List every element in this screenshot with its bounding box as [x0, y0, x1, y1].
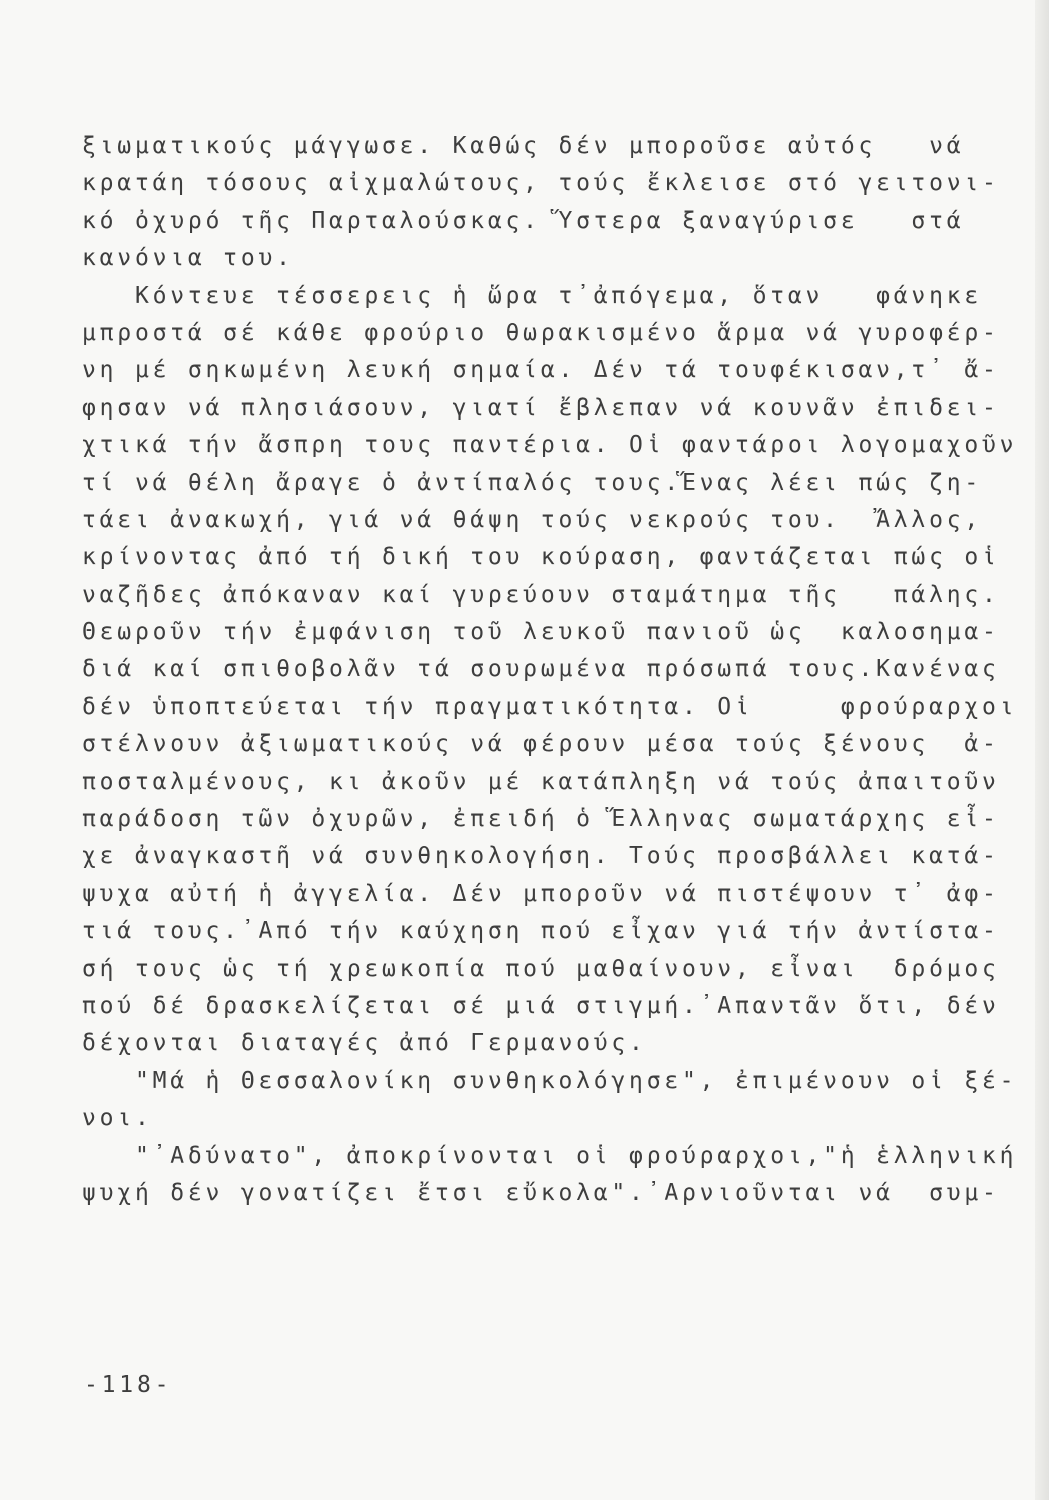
text-line: κρατάη τόσους αἰχμαλώτους, τούς ἔκλεισε στό γειτονι- [82, 170, 1000, 197]
text-line: ναζῆδες ἀπόκαναν καί γυρεύουν σταμάτημα τῆς πάλης. [82, 581, 1000, 608]
text-line: σή τους ὡς τή χρεωκοπία πού μαθαίνουν, εἶναι δρόμος [82, 955, 1000, 982]
text-line: τάει ἀνακωχή, γιά νά θάψη τούς νεκρούς του. Ἄλλος, [82, 506, 983, 533]
page-edge [1035, 0, 1049, 1500]
text-line: Θεωροῦν τήν ἐμφάνιση τοῦ λευκοῦ πανιοῦ ὡς καλοσημα- [82, 619, 1000, 646]
text-line: φησαν νά πλησιάσουν, γιατί ἔβλεπαν νά κουνᾶν ἐπιδει- [82, 394, 1000, 421]
text-line: τιά τους.᾽Από τήν καύχηση πού εἶχαν γιά τήν ἀντίστα- [82, 918, 1000, 945]
text-line: νη μέ σηκωμένη λευκή σημαία. Δέν τά τουφέκισαν,τ᾽ ἄ- [82, 357, 1000, 384]
text-line: διά καί σπιθοβολᾶν τά σουρωμένα πρόσωπά τους.Κανένας [82, 656, 1000, 683]
text-line: παράδοση τῶν ὀχυρῶν, ἐπειδή ὁ Ἕλληνας σωματάρχης εἶ- [82, 806, 1000, 833]
text-line: χτικά τήν ἄσπρη τους παντέρια. Οἱ φαντάροι λογομαχοῦν [82, 432, 1018, 459]
text-line: πού δέ δρασκελίζεται σέ μιά στιγμή.᾽Απαντᾶν ὅτι, δέν [82, 992, 1000, 1019]
text-line: κανόνια του. [82, 245, 294, 272]
text-line: δέχονται διαταγές ἀπό Γερμανούς. [82, 1030, 647, 1057]
text-line: χε ἀναγκαστῆ νά συνθηκολογήση. Τούς προσβάλλει κατά- [82, 843, 1000, 870]
text-line: στέλνουν ἀξιωματικούς νά φέρουν μέσα τούς ξένους ἀ- [82, 731, 1000, 758]
text-line: τί νά θέλη ἄραγε ὁ ἀντίπαλός τους.Ἕνας λέει πώς ζη- [82, 469, 983, 496]
text-line: μπροστά σέ κάθε φρούριο θωρακισμένο ἅρμα νά γυροφέρ- [82, 319, 1000, 346]
text-line: ψυχα αὐτή ἡ ἀγγελία. Δέν μποροῦν νά πιστέψουν τ᾽ ἀφ- [82, 880, 1000, 907]
text-line: νοι. [82, 1105, 153, 1132]
text-line: κρίνοντας ἀπό τή δική του κούραση, φαντάζεται πώς οἱ [82, 544, 1000, 571]
text-line: ποσταλμένους, κι ἀκοῦν μέ κατάπληξη νά τούς ἀπαιτοῦν [82, 768, 1000, 795]
text-line: ψυχή δέν γονατίζει ἔτσι εὔκολα".᾽Αρνιοῦνται νά συμ- [82, 1179, 1000, 1206]
page-number: -118- [84, 1372, 173, 1398]
body-text [82, 128, 1018, 1212]
text-line: "Μά ἡ Θεσσαλονίκη συνθηκολόγησε", ἐπιμένουν οἱ ξέ- [82, 1067, 1018, 1094]
text-line: κό ὀχυρό τῆς Παρταλούσκας. Ὕστερα ξαναγύρισε στά [82, 207, 965, 234]
text-line: Κόντευε τέσσερεις ἡ ὥρα τ᾽ἀπόγεμα, ὅταν φάνηκε [82, 282, 983, 309]
text-line: ξιωματικούς μάγγωσε. Καθώς δέν μποροῦσε αὐτός νά [82, 133, 965, 159]
text-line: δέν ὑποπτεύεται τήν πραγματικότητα. Οἱ φρούραρχοι [82, 693, 1018, 720]
text-line: "᾽Αδύνατο", ἀποκρίνονται οἱ φρούραρχοι,"ἡ ἑλληνική [82, 1142, 1018, 1169]
